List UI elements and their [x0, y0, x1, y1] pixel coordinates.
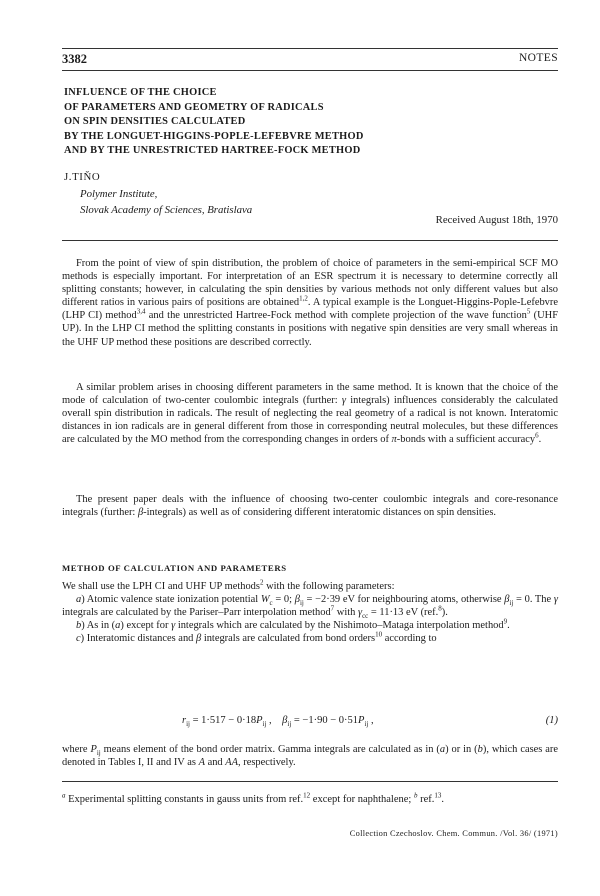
article-title: [64, 86, 534, 159]
paragraph-matrix: where $P_{ij}$ means element of the bond order matrix. Gamma integrals are calculated as in (a) or in (b), which cases are denoted in Tables I, II and IV as A and AA, respectively.: [62, 744, 559, 769]
page-number: 3382: [62, 52, 87, 66]
top-rule: [62, 48, 558, 49]
title-line: INFLUENCE OF THE CHOICE: [64, 87, 217, 98]
author: J.TIŇO: [64, 171, 101, 183]
received-date: Received August 18th, 1970: [435, 214, 558, 226]
section-heading: METHOD OF CALCULATION AND PARAMETERS: [62, 563, 287, 573]
paragraph-parameters: A similar problem arises in choosing different parameters in the same method. It is known that the choice of the mode of calculation of two-center coulombic integrals (further: γ integrals) influences considerably the calculated overall spin distribution in radicals. The result of neglecting the real geometry of a radical is not known. Interatomic distances in ion radicals are in general different from those in corresponding neutral molecules, but these differences are calculated by the MO method from the corresponding changes in orders of π-bonds with a sufficient accuracy$^6$.: [62, 382, 558, 446]
affiliation-line: Polymer Institute,: [80, 188, 158, 200]
abstract-rule: [62, 240, 558, 241]
affiliation-line: Slovak Academy of Sciences, Bratislava: [80, 203, 253, 216]
section-label: NOTES: [518, 52, 558, 64]
paragraph-intro: From the point of view of spin distribution, the problem of choice of parameters in the semi-empirical SCF MO methods is especially important. For interpretation of an ESR spectrum it is necessary to determine correctly all splitting constants; however, in calculating the spin densities by various methods not only different values but also different ratios in various pairs of positions are obtained$^{1,2}$. A typical example is the Longuet-Higgins-Pople-Lefebvre (LHP CI) method$^{3,4}$ and the unrestricted Hartree-Fock method with complete projection of the wave function$^5$ (UHF UP). In the LHP CI method the splitting constants in positions with negative spin densities are very small whereas in the UHF UP method these positions are described correctly.: [62, 258, 558, 348]
title-line: OF PARAMETERS AND GEOMETRY OF RADICALS: [64, 101, 324, 113]
title-line: AND BY THE UNRESTRICTED HARTREE-FOCK METHOD: [64, 145, 361, 157]
paragraph-aim: The present paper deals with the influence of choosing two-center coulombic integrals and core-resonance integrals (further: β-integrals) as well as of considering different interatomic distances on spin densities.: [62, 494, 558, 519]
title-line: ON SPIN DENSITIES CALCULATED: [64, 116, 246, 128]
equation-number: (1): [545, 715, 558, 726]
footnote: $^a$ Experimental splitting constants in gauss units from ref.$^{12}$ except for naphthalene; $^b$ ref.$^{13}$.: [62, 791, 444, 805]
journal-citation: Collection Czechoslov. Chem. Commun. /Vol. 36/ (1971): [349, 829, 558, 838]
equation-formula: $r_{ij} = 1\cdot 517 - 0\cdot 18P_{ij}$ , $\beta_{ij} = -1\cdot 90 - 0\cdot 51P_{ij}$ ,: [182, 715, 374, 729]
method-list: We shall use the LPH CI and UHF UP methods$^2$ with the following parameters: a) Atomic valence state ionization potential $W_c = 0$; $\beta_{ij} = -2\cdot 39$ eV for neighbouring atoms, otherwise $\beta_{ij} = 0$. The γ integrals are calculated by the Pariser–Parr interpolation method$^7$ with $\gamma_{cc} = 11\cdot 13$ eV (ref.$^8$). b) As in (a) except for γ integrals which are calculated by the Nishimoto–Mataga interpolation method$^9$. c) Interatomic distances and β integrals are calculated from bond orders$^{10}$ according to: [62, 578, 558, 645]
running-header: [62, 52, 558, 67]
footnote-rule: [62, 781, 558, 782]
title-line: BY THE LONGUET-HIGGINS-POPLE-LEFEBVRE METHOD: [64, 130, 364, 142]
header-rule: [62, 70, 558, 71]
